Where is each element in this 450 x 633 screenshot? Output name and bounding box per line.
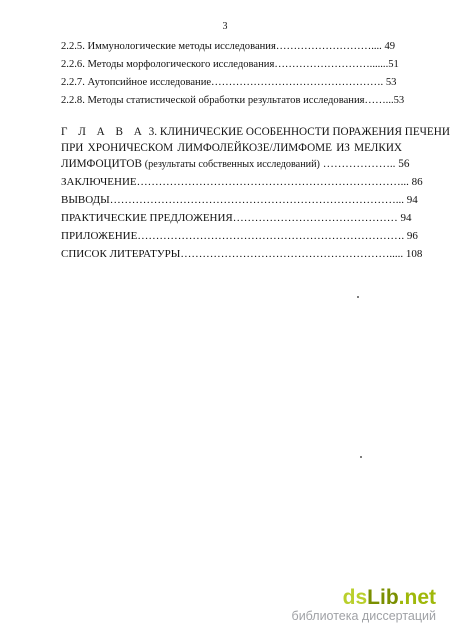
toc-bibliography: СПИСОК ЛИТЕРАТУРЫ…………………………………………………..... 108 [61, 248, 423, 260]
toc-appendix: ПРИЛОЖЕНИЕ………………………………………………………………. 96 [61, 230, 418, 242]
chapter-3-entry [61, 124, 450, 173]
dslib-watermark-logo [292, 587, 436, 623]
chapter-title-line2: ПРИ ХРОНИЧЕСКОМ ЛИМФОЛЕЙКОЗЕ/ЛИМФОМЕ ИЗ МЕЛКИХ [61, 142, 402, 154]
toc-findings: ВЫВОДЫ……………………………………………………………………... 94 [61, 194, 418, 206]
logo-net: .net [398, 586, 436, 609]
chapter-3-heading-line [61, 124, 450, 140]
logo-ds: ds [342, 586, 368, 609]
chapter-label: Г Л А В А [61, 126, 146, 138]
chapter-title-line3 [61, 156, 410, 173]
page-number: 3 [222, 21, 228, 32]
scan-speck [360, 456, 362, 458]
logo-lib: Lib [367, 586, 399, 609]
logo-subtitle: библиотека диссертаций [291, 609, 436, 623]
toc-item-2-2-6: 2.2.6. Методы морфологического исследования……………………….......51 [61, 59, 399, 70]
toc-item-2-2-8: 2.2.8. Методы статистической обработки результатов исследования……...53 [61, 95, 405, 106]
scan-speck [357, 296, 359, 298]
chapter-title-line1: 3. КЛИНИЧЕСКИЕ ОСОБЕННОСТИ ПОРАЖЕНИЯ ПЕЧЕНИ [148, 126, 450, 138]
toc-item-2-2-7: 2.2.7. Аутопсийное исследование…………………………………………. 53 [61, 77, 397, 88]
toc-item-2-2-5: 2.2.5. Иммунологические методы исследования……………………….... 49 [61, 41, 396, 52]
toc-practical-recommendations: ПРАКТИЧЕСКИЕ ПРЕДЛОЖЕНИЯ……………………………………… 94 [61, 212, 412, 224]
toc-conclusion: ЗАКЛЮЧЕНИЕ………………………………………………………………... 86 [61, 176, 423, 188]
chapter-title-caps: ЛИМФОЦИТОВ [61, 158, 142, 170]
chapter-leader: ……………….. 56 [322, 158, 410, 170]
chapter-note: (результаты собственных исследований) [144, 159, 320, 170]
logo-wordmark [292, 587, 436, 609]
